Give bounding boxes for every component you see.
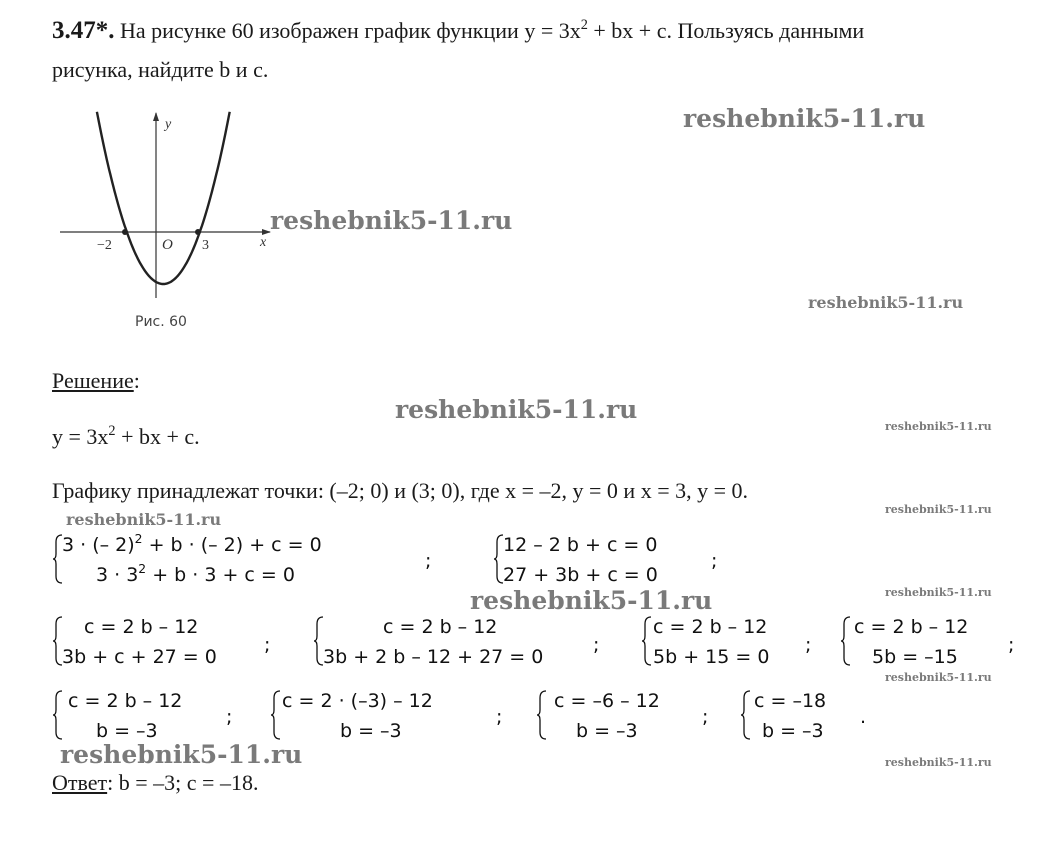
brace-icon — [52, 690, 64, 740]
watermark: reshebnik5-11.ru — [808, 293, 964, 312]
answer — [52, 770, 258, 796]
root-label-right: 3 — [202, 238, 209, 253]
watermark: reshebnik5-11.ru — [66, 510, 222, 529]
exponent: 2 — [580, 16, 588, 33]
brace-icon — [641, 616, 653, 666]
problem-text-end: + bx + c. Пользуясь данными — [587, 18, 865, 43]
watermark: reshebnik5-11.ru — [885, 756, 992, 769]
y-axis-label: y — [165, 117, 172, 132]
problem-text-line2: рисунка, найдите b и c. — [52, 57, 269, 82]
watermark: reshebnik5-11.ru — [683, 104, 926, 133]
watermark: reshebnik5-11.ru — [885, 503, 992, 516]
parabola-curve — [97, 112, 230, 284]
watermark: reshebnik5-11.ru — [270, 206, 513, 235]
brace-icon — [740, 690, 752, 740]
points-text: Графику принадлежат точки: (–2; 0) и (3; 0), где x = –2, y = 0 и x = 3, y = 0. — [52, 478, 749, 503]
axes — [60, 112, 271, 298]
root-point-right — [195, 229, 201, 235]
brace-icon — [536, 690, 548, 740]
watermark: reshebnik5-11.ru — [470, 586, 713, 615]
root-point-left — [122, 229, 128, 235]
brace-icon — [840, 616, 852, 666]
answer-label: Ответ — [52, 770, 108, 795]
watermark: reshebnik5-11.ru — [885, 420, 992, 433]
problem-number: 3.47*. — [52, 17, 115, 44]
watermark: reshebnik5-11.ru — [60, 740, 303, 769]
problem-text: На рисунке 60 изображен график функции y = 3x — [120, 18, 581, 43]
function-equation: $y = 3x^2$ + bx + c. — [52, 422, 200, 449]
parabola-figure — [55, 108, 285, 333]
root-label-left: −2 — [97, 238, 112, 253]
answer-text: : b = –3; c = –18. — [107, 770, 259, 795]
problem-statement — [52, 18, 864, 44]
watermark: reshebnik5-11.ru — [885, 671, 992, 684]
origin-label: O — [162, 237, 173, 253]
solution-heading: Решение: — [52, 368, 140, 393]
figure-caption: Рис. 60 — [135, 314, 187, 330]
x-axis-label: x — [260, 235, 267, 250]
watermark: reshebnik5-11.ru — [885, 586, 992, 599]
watermark: reshebnik5-11.ru — [395, 395, 638, 424]
brace-icon — [270, 690, 282, 740]
